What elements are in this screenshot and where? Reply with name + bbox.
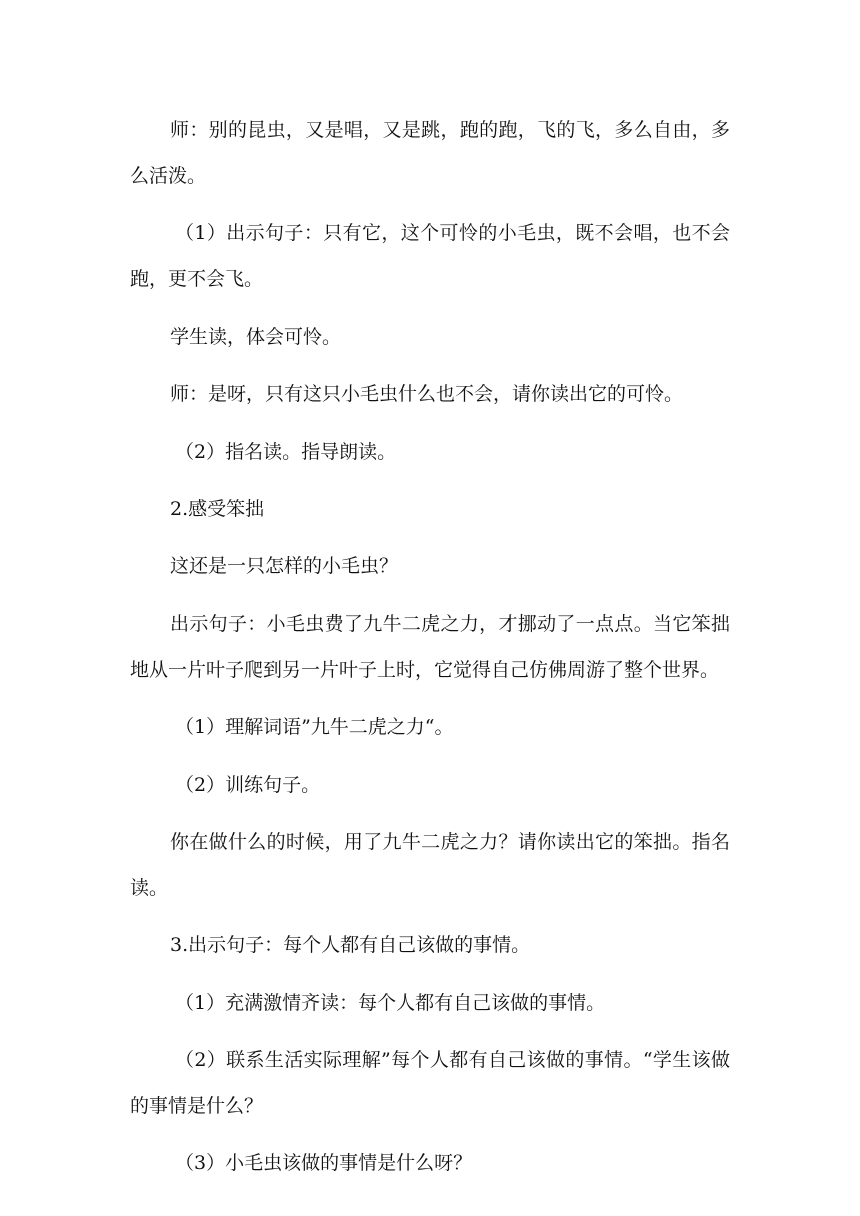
paragraph: （2）指名读。指导朗读。 [175, 440, 397, 463]
paragraph: （2）联系生活实际理解”每个人都有自己该做的事情。“学生该做的事情是什么？ [130, 1049, 730, 1118]
paragraph: 师：是呀，只有这只小毛虫什么也不会，请你读出它的可怜。 [170, 383, 684, 406]
paragraph: （3）小毛虫该做的事情是什么呀？ [175, 1152, 473, 1175]
paragraph: （1）出示句子：只有它，这个可怜的小毛虫，既不会唱，也不会跑，更不会飞。 [130, 222, 730, 291]
paragraph: （1）理解词语”九牛二虎之力“。 [175, 716, 454, 739]
paragraph: （1）充满激情齐读：每个人都有自己该做的事情。 [175, 991, 606, 1014]
paragraph: 你在做什么的时候，用了九牛二虎之力？请你读出它的笨拙。指名读。 [130, 830, 730, 899]
document-body [130, 107, 730, 1198]
section-heading: 3.出示句子：每个人都有自己该做的事情。 [170, 934, 531, 957]
paragraph: 师：别的昆虫，又是唱，又是跳，跑的跑，飞的飞，多么自由，多么活泼。 [130, 119, 730, 187]
paragraph: （2）训练句子。 [175, 773, 321, 796]
section-heading: 2.感受笨拙 [170, 497, 265, 520]
paragraph: 学生读，体会可怜。 [170, 325, 342, 348]
paragraph: 出示句子：小毛虫费了九牛二虎之力，才挪动了一点点。当它笨拙地从一片叶子爬到另一片叶子上时，它觉得自己仿佛周游了整个世界。 [130, 612, 730, 681]
paragraph: 这还是一只怎样的小毛虫？ [170, 555, 399, 578]
